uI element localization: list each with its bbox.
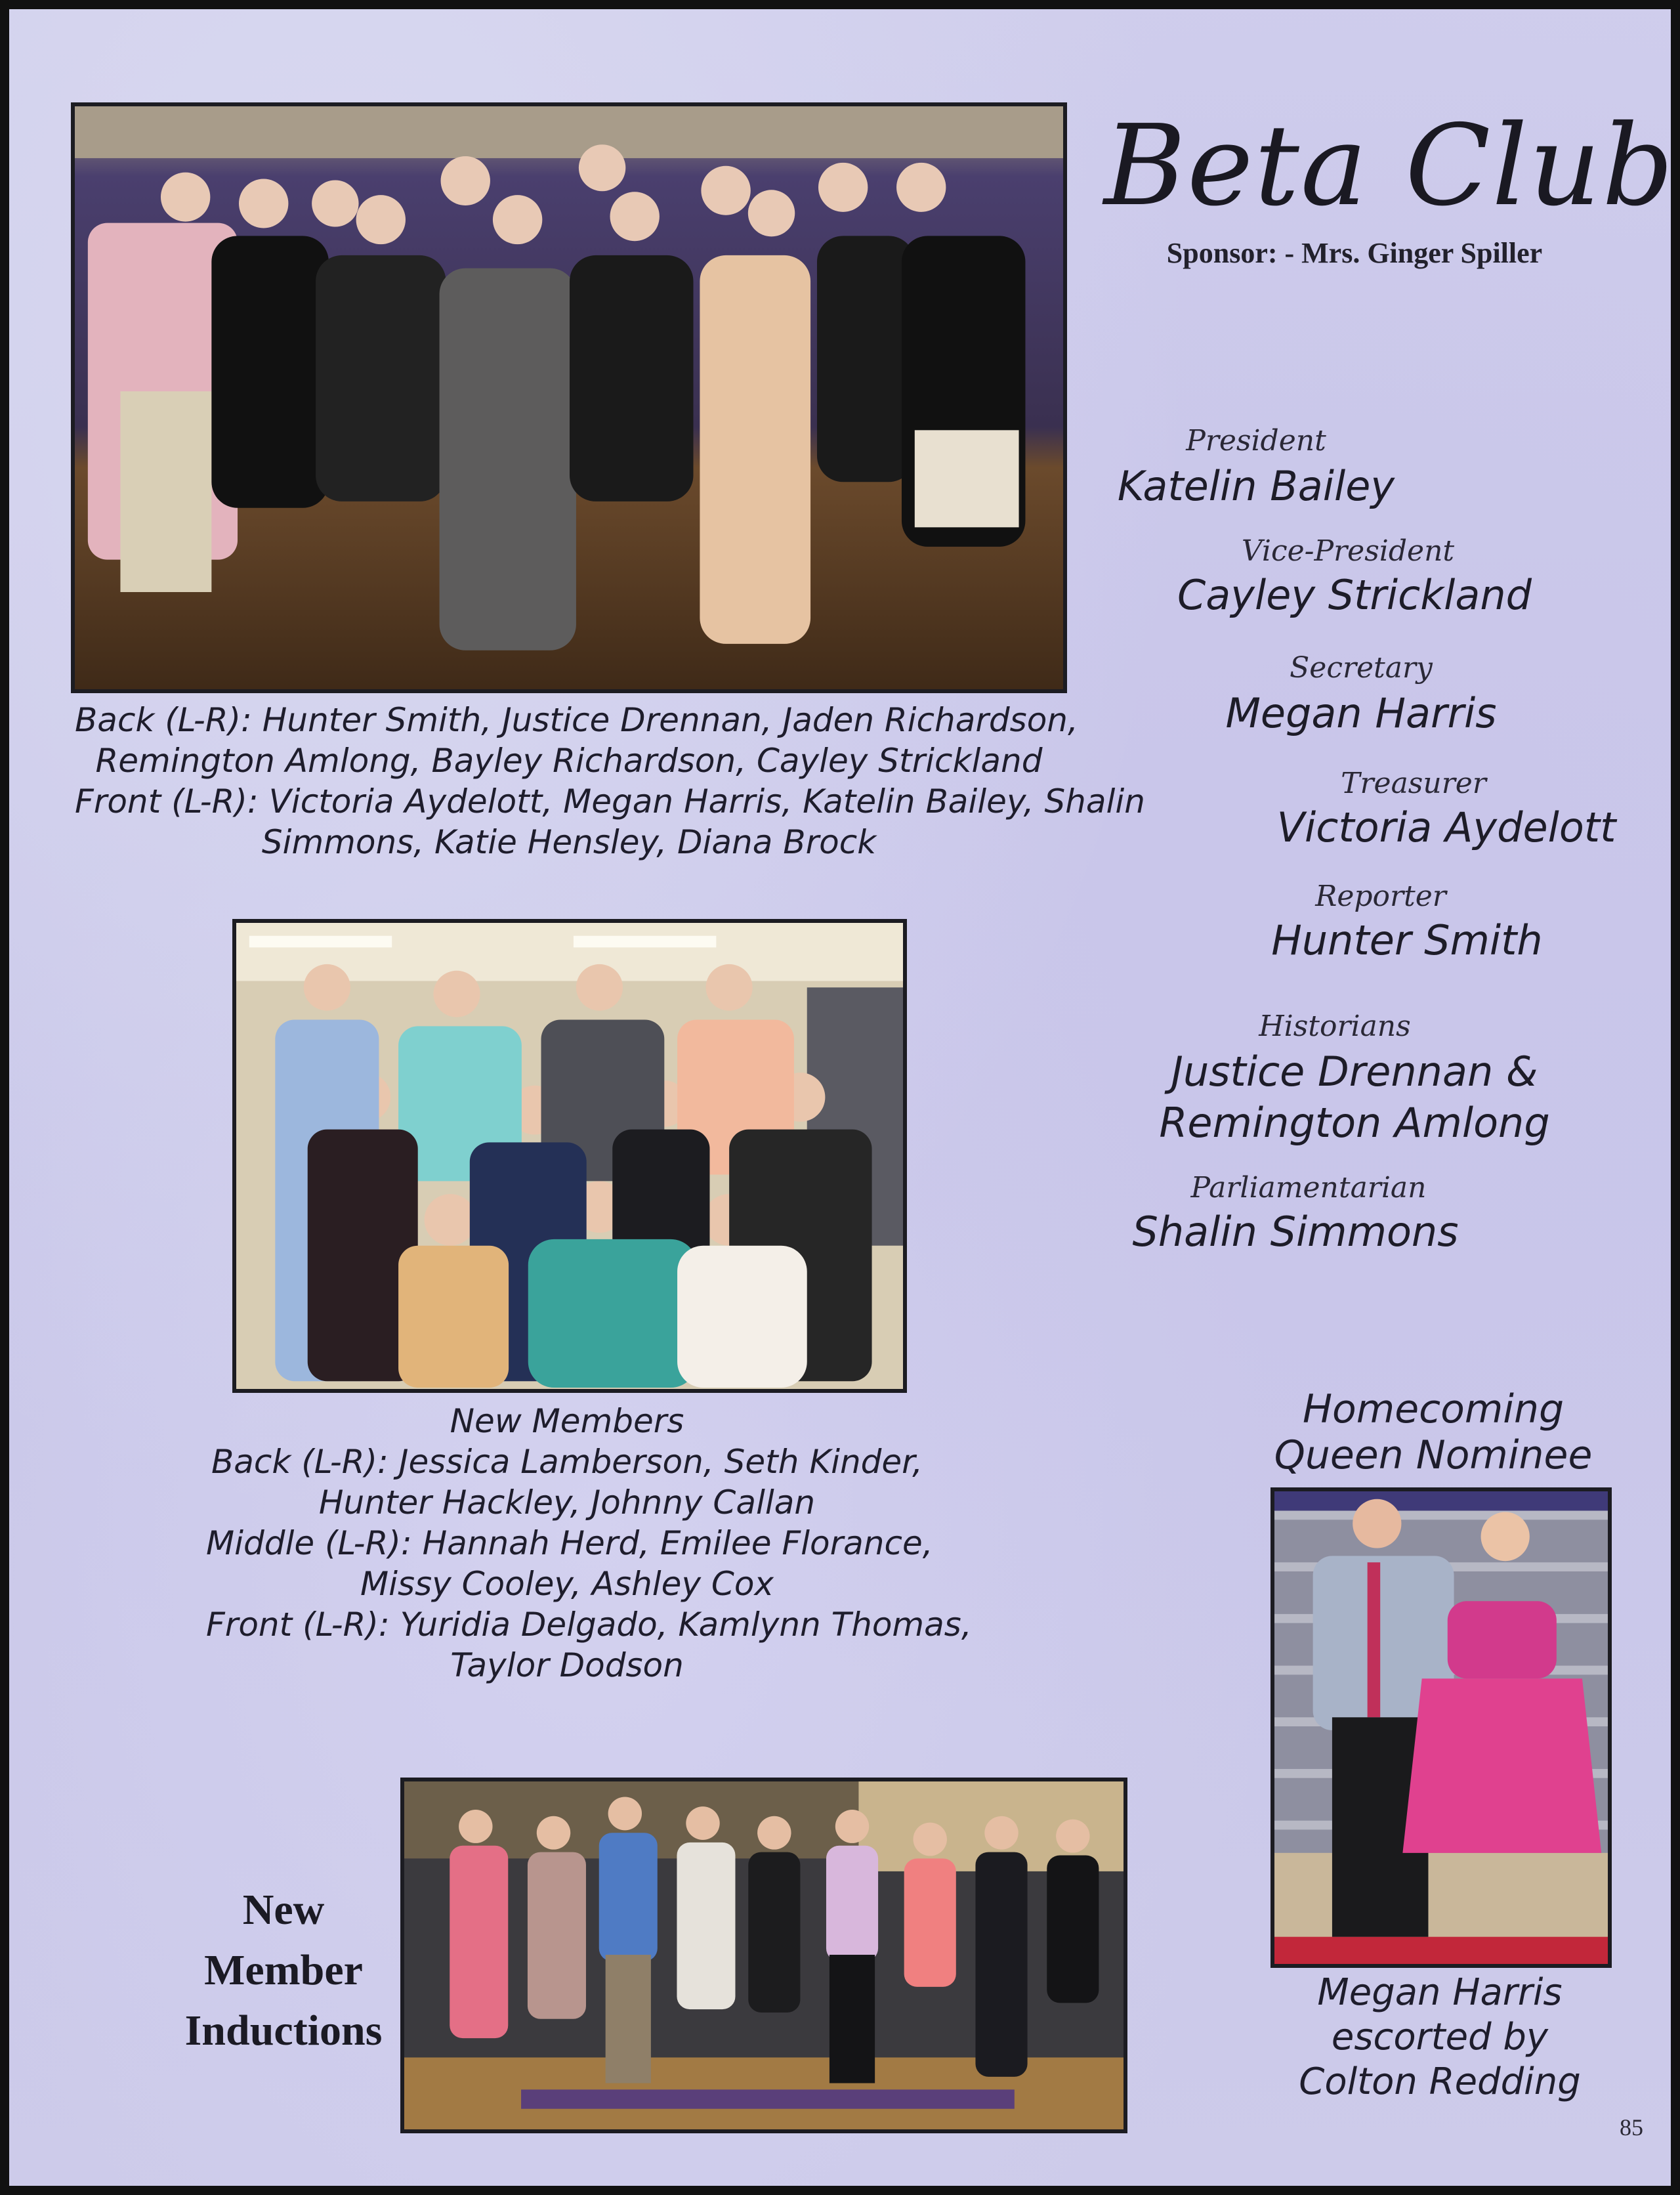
new-members-caption (206, 1401, 972, 1686)
caption-line: Queen Nominee (1274, 1432, 1593, 1478)
new-members-photo (232, 919, 907, 1393)
officer-role: Reporter (1315, 880, 1446, 913)
caption-line: Missy Cooley, Ashley Cox (360, 1565, 774, 1603)
caption-line: Middle (L-R): Hannah Herd, Emilee Florance, (206, 1524, 933, 1562)
officer-role: Treasurer (1341, 767, 1486, 800)
caption-line: Hunter Hackley, Johnny Callan (318, 1483, 816, 1522)
officer-name: Katelin Bailey (1117, 462, 1395, 510)
caption-line: Remington Amlong, Bayley Richardson, Cayley Strickland (95, 742, 1043, 780)
caption-line: Back (L-R): Hunter Smith, Justice Drennan, Jaden Richardson, (75, 701, 1078, 739)
officer-role: Secretary (1290, 651, 1433, 685)
officer-name: Shalin Simmons (1132, 1208, 1459, 1256)
caption-line: escorted by (1331, 2016, 1549, 2058)
officer-name: Victoria Aydelott (1276, 803, 1616, 851)
inductions-label-line: New (242, 1886, 325, 1934)
page-title: Beta Club (1104, 101, 1675, 231)
caption-line: Megan Harris (1317, 1971, 1563, 2014)
caption-line: Front (L-R): Victoria Aydelott, Megan Harris, Katelin Bailey, Shalin (75, 782, 1145, 820)
homecoming-heading (1269, 1386, 1597, 1478)
homecoming-photo (1270, 1487, 1612, 1968)
officer-role: Historians (1259, 1010, 1411, 1043)
sponsor-line: Sponsor: - Mrs. Ginger Spiller (1166, 237, 1543, 269)
officer-name: Hunter Smith (1271, 916, 1543, 964)
officer-name: Megan Harris (1225, 689, 1497, 737)
caption-line: Homecoming (1302, 1386, 1564, 1432)
caption-line: Front (L-R): Yuridia Delgado, Kamlynn Thomas, (206, 1606, 972, 1644)
officer-role: Vice-President (1241, 534, 1455, 568)
inductions-photo (400, 1778, 1127, 2133)
inductions-label-line: Inductions (184, 2007, 383, 2055)
group-photo-caption (75, 700, 1145, 863)
caption-line: Colton Redding (1299, 2060, 1581, 2103)
caption-line: Back (L-R): Jessica Lamberson, Seth Kinder, (211, 1443, 923, 1481)
page-number: 85 (1620, 2114, 1643, 2141)
officer-role: Parliamentarian (1190, 1171, 1427, 1204)
group-photo (71, 102, 1067, 693)
caption-line: Simmons, Katie Hensley, Diana Brock (261, 823, 877, 861)
officer-name: Remington Amlong (1159, 1099, 1550, 1147)
caption-line: New Members (450, 1402, 684, 1440)
yearbook-page (9, 9, 1675, 2186)
caption-line: Taylor Dodson (450, 1646, 684, 1684)
inductions-label-line: Member (204, 1946, 363, 1994)
officer-role: President (1186, 424, 1326, 458)
officer-name: Justice Drennan & (1171, 1048, 1538, 1096)
officer-name: Cayley Strickland (1177, 571, 1532, 619)
inductions-label (165, 1880, 402, 2061)
homecoming-caption (1256, 1971, 1624, 2104)
